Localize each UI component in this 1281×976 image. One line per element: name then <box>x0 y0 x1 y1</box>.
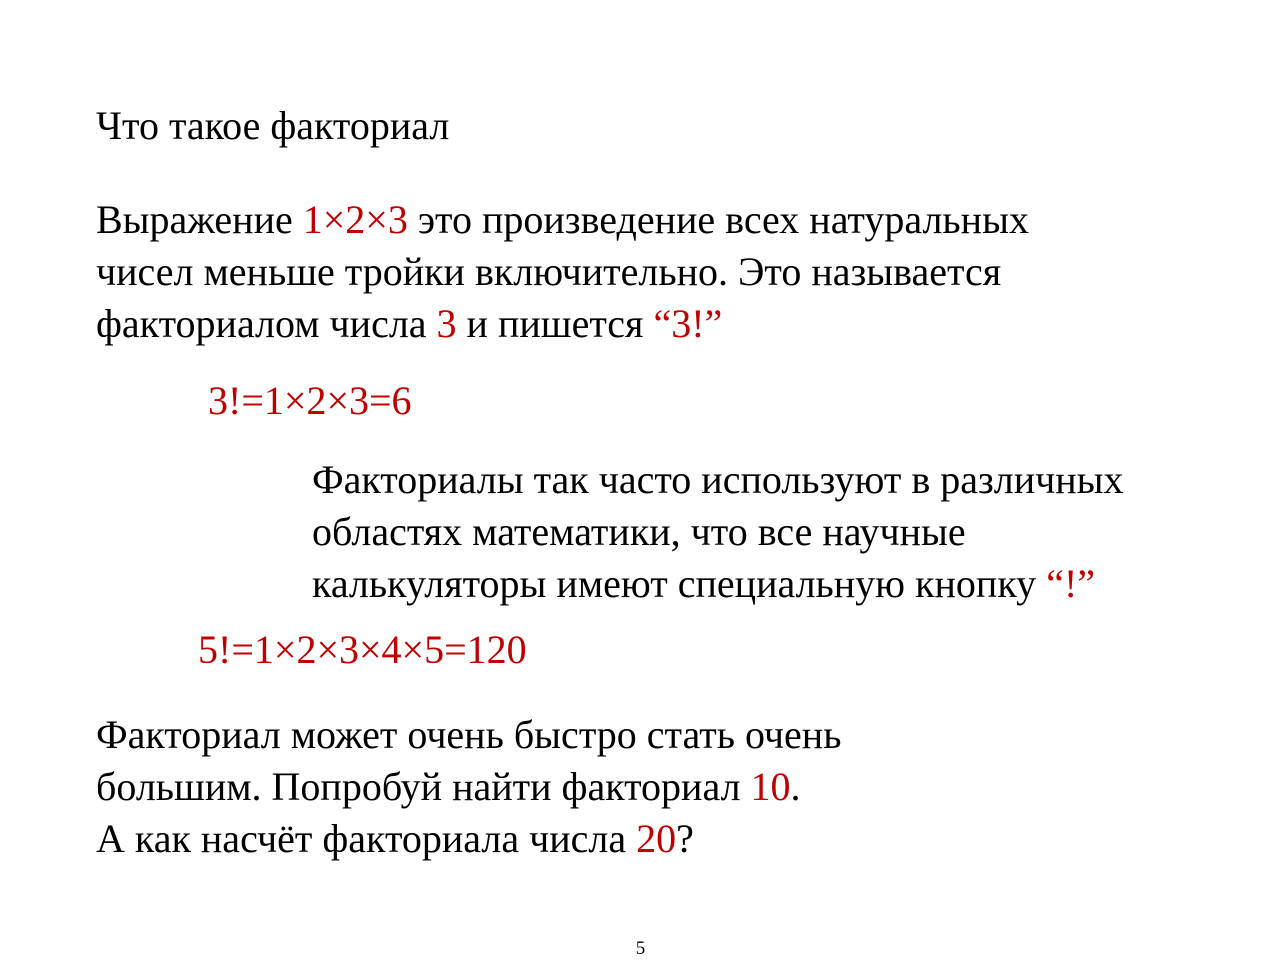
example-formula: 3!=1×2×3=6 <box>208 378 412 423</box>
intro-text: факториалом числа <box>96 301 437 346</box>
closing-text: Факториал может очень быстро стать очень <box>96 712 842 757</box>
intro-line-3 <box>96 298 722 350</box>
note-line-2 <box>312 506 966 558</box>
example-formula: 5!=1×2×3×4×5=120 <box>198 627 527 672</box>
example-5-factorial <box>198 624 527 676</box>
example-3-factorial <box>208 375 412 427</box>
highlight-number: 3 <box>436 301 457 346</box>
note-text: калькуляторы имеют специальную кнопку <box>312 561 1047 606</box>
page-title-text: Что такое факториал <box>96 103 450 148</box>
intro-line-1 <box>96 194 1029 246</box>
highlight-number: 20 <box>636 816 677 861</box>
intro-text: чисел меньше тройки включительно. Это называется <box>96 249 1002 294</box>
intro-line-2 <box>96 246 1001 298</box>
closing-text: . <box>790 764 801 809</box>
product-expression: 1×2×3 <box>302 197 408 242</box>
note-text: областях математики, что все научные <box>312 509 966 554</box>
intro-text: и пишется <box>456 301 654 346</box>
closing-text: А как насчёт факториала числа <box>96 816 637 861</box>
intro-text: это произведение всех натуральных <box>407 197 1029 242</box>
highlight-number: 10 <box>750 764 791 809</box>
intro-text: Выражение <box>96 197 303 242</box>
note-line-3 <box>312 558 1095 610</box>
page-title <box>96 100 449 152</box>
closing-line-1 <box>96 709 841 761</box>
closing-text: ? <box>676 816 694 861</box>
page-number: 5 <box>635 938 646 959</box>
factorial-notation: “3!” <box>653 301 723 346</box>
note-line-1 <box>312 454 1124 506</box>
closing-text: большим. Попробуй найти факториал <box>96 764 751 809</box>
factorial-key: “!” <box>1046 561 1096 606</box>
note-text: Факториалы так часто используют в различных <box>312 457 1124 502</box>
closing-line-3 <box>96 813 694 865</box>
closing-line-2 <box>96 761 801 813</box>
